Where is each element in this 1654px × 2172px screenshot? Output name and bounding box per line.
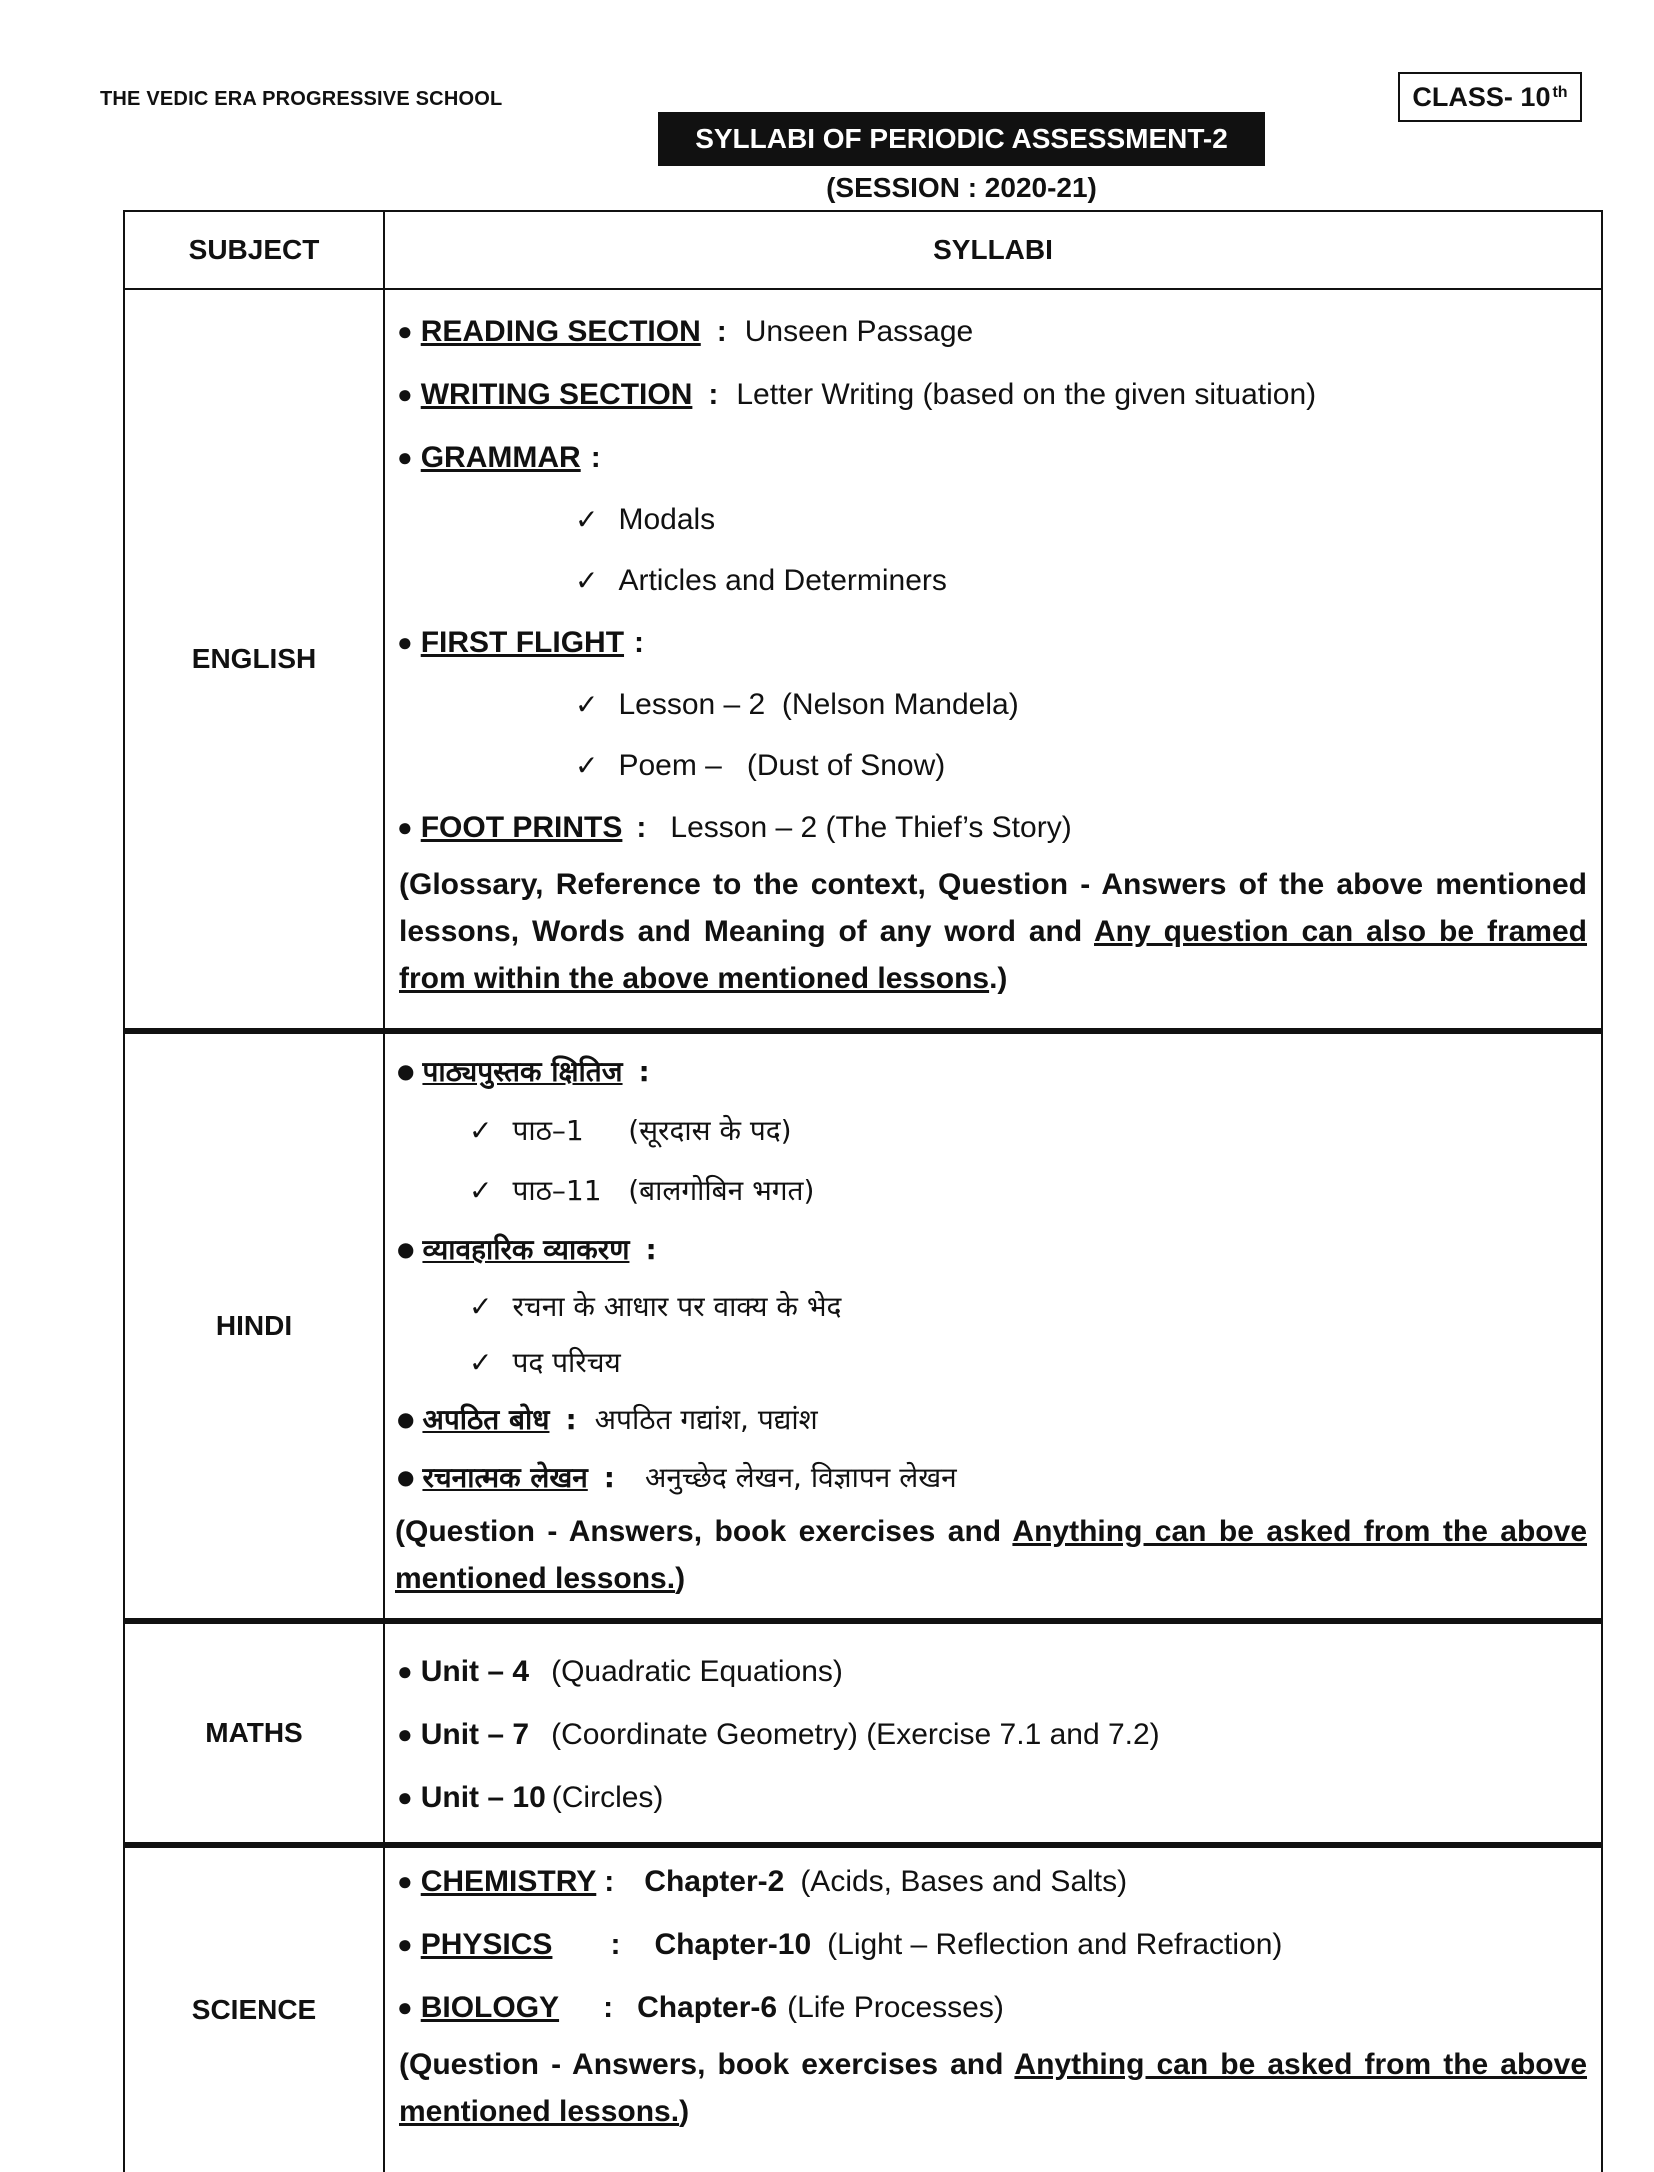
bullet-icon: ● bbox=[397, 1929, 413, 1959]
hindi-grammar-item: पद परिचय bbox=[512, 1346, 621, 1379]
list-item bbox=[385, 300, 1601, 363]
note-end: .) bbox=[989, 962, 1008, 995]
writing-section-text: Letter Writing (based on the given situation) bbox=[736, 377, 1317, 411]
reading-section-text: Unseen Passage bbox=[744, 314, 974, 348]
sub-item bbox=[385, 1160, 1601, 1220]
sub-item bbox=[385, 1334, 1601, 1390]
unseen-reading-text: अपठित गद्यांश, पद्यांश bbox=[594, 1403, 818, 1436]
unit-description: (Coordinate Geometry) (Exercise 7.1 and 7.2) bbox=[551, 1717, 1160, 1751]
unit-number: Unit – 4 bbox=[420, 1654, 530, 1688]
colon: : bbox=[716, 314, 727, 348]
checkmark-icon: ✓ bbox=[469, 1289, 493, 1323]
list-item bbox=[385, 1042, 1601, 1100]
science-note bbox=[385, 2041, 1601, 2135]
note-underlined-text: Anything can be asked from the above mentioned lessons. bbox=[395, 1515, 1587, 1595]
english-subject-cell: ENGLISH bbox=[125, 290, 385, 1028]
school-name: THE VEDIC ERA PROGRESSIVE SCHOOL bbox=[100, 88, 503, 110]
bullet-icon: ● bbox=[397, 1407, 415, 1431]
bullet-icon: ● bbox=[397, 442, 413, 472]
list-item bbox=[385, 1976, 1601, 2039]
bullet-icon: ● bbox=[397, 1992, 413, 2022]
unit-number: Unit – 7 bbox=[420, 1717, 530, 1751]
reading-section-heading: READING SECTION bbox=[420, 314, 701, 348]
list-item bbox=[385, 1640, 1601, 1703]
first-flight-heading: FIRST FLIGHT bbox=[420, 625, 625, 659]
colon: : bbox=[604, 1864, 615, 1898]
subject-column-header: SUBJECT bbox=[125, 212, 385, 288]
foot-prints-heading: FOOT PRINTS bbox=[420, 810, 623, 844]
writing-section-heading: WRITING SECTION bbox=[420, 377, 693, 411]
class-superscript: th bbox=[1552, 84, 1568, 101]
english-note bbox=[385, 861, 1601, 1002]
chemistry-chapter: Chapter-2 bbox=[644, 1864, 785, 1898]
note-end: ) bbox=[675, 1562, 686, 1595]
syllabus-table bbox=[123, 210, 1603, 2172]
first-flight-item: Lesson – 2 (Nelson Mandela) bbox=[618, 687, 1019, 721]
note-underlined-text: Any question can also be framed from within the above mentioned lessons bbox=[399, 915, 1587, 995]
bullet-icon: ● bbox=[397, 1866, 413, 1896]
list-item bbox=[385, 796, 1601, 859]
chemistry-description: (Acids, Bases and Salts) bbox=[800, 1864, 1128, 1898]
note-underlined-text: Anything can be asked from the above mentioned lessons. bbox=[399, 2048, 1587, 2128]
colon: : bbox=[565, 1402, 577, 1436]
bullet-icon: ● bbox=[397, 379, 413, 409]
bullet-icon: ● bbox=[397, 1782, 413, 1812]
list-item bbox=[385, 611, 1601, 674]
bullet-icon: ● bbox=[397, 1719, 413, 1749]
creative-writing-text: अनुच्छेद लेखन, विज्ञापन लेखन bbox=[644, 1461, 957, 1494]
bullet-icon: ● bbox=[397, 627, 413, 657]
sub-item bbox=[385, 1278, 1601, 1334]
list-item bbox=[385, 1766, 1601, 1829]
maths-subject-cell: MATHS bbox=[125, 1624, 385, 1842]
physics-chapter: Chapter-10 bbox=[654, 1927, 812, 1961]
list-item bbox=[385, 1220, 1601, 1278]
textbook-item: पाठ–1 (सूरदास के पद) bbox=[512, 1114, 792, 1147]
physics-heading: PHYSICS bbox=[420, 1927, 553, 1961]
table-header-row bbox=[125, 212, 1601, 288]
unit-number: Unit – 10 bbox=[420, 1780, 546, 1814]
grammar-heading: GRAMMAR bbox=[420, 440, 581, 474]
sub-item bbox=[385, 735, 1601, 796]
colon: : bbox=[645, 1232, 657, 1266]
colon: : bbox=[634, 625, 645, 659]
checkmark-icon: ✓ bbox=[575, 504, 599, 535]
list-item bbox=[385, 426, 1601, 489]
class-label: CLASS- 10 bbox=[1412, 81, 1551, 112]
document-title: SYLLABI OF PERIODIC ASSESSMENT-2 bbox=[658, 112, 1265, 166]
first-flight-item: Poem – (Dust of Snow) bbox=[618, 748, 946, 782]
bullet-icon: ● bbox=[397, 1656, 413, 1686]
list-item bbox=[385, 1448, 1601, 1506]
chemistry-heading: CHEMISTRY bbox=[420, 1864, 597, 1898]
bullet-icon: ● bbox=[397, 1059, 415, 1083]
list-item bbox=[385, 1703, 1601, 1766]
biology-chapter: Chapter-6 bbox=[637, 1990, 778, 2024]
checkmark-icon: ✓ bbox=[575, 689, 599, 720]
checkmark-icon: ✓ bbox=[469, 1173, 493, 1207]
bullet-icon: ● bbox=[397, 1237, 415, 1261]
grammar-item: Modals bbox=[618, 502, 716, 536]
unit-description: (Quadratic Equations) bbox=[551, 1654, 843, 1688]
physics-description: (Light – Reflection and Refraction) bbox=[827, 1927, 1283, 1961]
sub-item bbox=[385, 674, 1601, 735]
creative-writing-heading: रचनात्मक लेखन bbox=[422, 1461, 588, 1494]
class-box bbox=[1398, 72, 1582, 122]
biology-heading: BIOLOGY bbox=[420, 1990, 560, 2024]
note-text: (Question - Answers, book exercises and bbox=[395, 1515, 1013, 1548]
hindi-syllabus-cell bbox=[385, 1034, 1601, 1618]
bullet-icon: ● bbox=[397, 812, 413, 842]
hindi-grammar-item: रचना के आधार पर वाक्य के भेद bbox=[512, 1290, 842, 1323]
note-text: (Question - Answers, book exercises and bbox=[399, 2048, 1015, 2081]
maths-syllabus-cell bbox=[385, 1624, 1601, 1842]
grammar-item: Articles and Determiners bbox=[618, 563, 947, 597]
hindi-subject-cell: HINDI bbox=[125, 1034, 385, 1618]
hindi-grammar-heading: व्यावहारिक व्याकरण bbox=[422, 1233, 630, 1266]
checkmark-icon: ✓ bbox=[575, 750, 599, 781]
colon: : bbox=[708, 377, 719, 411]
unit-description: (Circles) bbox=[551, 1780, 664, 1814]
sub-item bbox=[385, 489, 1601, 550]
bullet-icon: ● bbox=[397, 316, 413, 346]
colon: : bbox=[610, 1927, 621, 1961]
colon: : bbox=[590, 440, 601, 474]
note-end: ) bbox=[679, 2095, 690, 2128]
session-label: (SESSION : 2020-21) bbox=[826, 172, 1097, 203]
textbook-heading: पाठ्यपुस्तक क्षितिज bbox=[422, 1055, 623, 1088]
hindi-note bbox=[385, 1508, 1601, 1602]
sub-item bbox=[385, 1100, 1601, 1160]
science-row bbox=[125, 1842, 1601, 2172]
maths-row bbox=[125, 1618, 1601, 1842]
textbook-item: पाठ–11 (बालगोबिन भगत) bbox=[512, 1174, 815, 1207]
hindi-row bbox=[125, 1028, 1601, 1618]
checkmark-icon: ✓ bbox=[469, 1345, 493, 1379]
science-subject-cell: SCIENCE bbox=[125, 1848, 385, 2172]
bullet-icon: ● bbox=[397, 1465, 415, 1489]
list-item bbox=[385, 1850, 1601, 1913]
science-syllabus-cell bbox=[385, 1848, 1601, 2172]
colon: : bbox=[638, 1054, 650, 1088]
colon: : bbox=[603, 1990, 614, 2024]
foot-prints-text: Lesson – 2 (The Thief’s Story) bbox=[670, 810, 1072, 844]
checkmark-icon: ✓ bbox=[469, 1113, 493, 1147]
biology-description: (Life Processes) bbox=[787, 1990, 1004, 2024]
colon: : bbox=[636, 810, 647, 844]
syllabi-column-header: SYLLABI bbox=[933, 234, 1053, 265]
sub-item bbox=[385, 550, 1601, 611]
list-item bbox=[385, 1390, 1601, 1448]
note-text: (Glossary, Reference to the context, Question - Answers of the above mentioned lessons, Words and Meaning of any word and bbox=[399, 868, 1587, 948]
unseen-reading-heading: अपठित बोध bbox=[422, 1403, 550, 1436]
english-syllabus-cell bbox=[385, 290, 1601, 1028]
list-item bbox=[385, 363, 1601, 426]
colon: : bbox=[603, 1460, 615, 1494]
list-item bbox=[385, 1913, 1601, 1976]
english-row bbox=[125, 288, 1601, 1028]
checkmark-icon: ✓ bbox=[575, 565, 599, 596]
